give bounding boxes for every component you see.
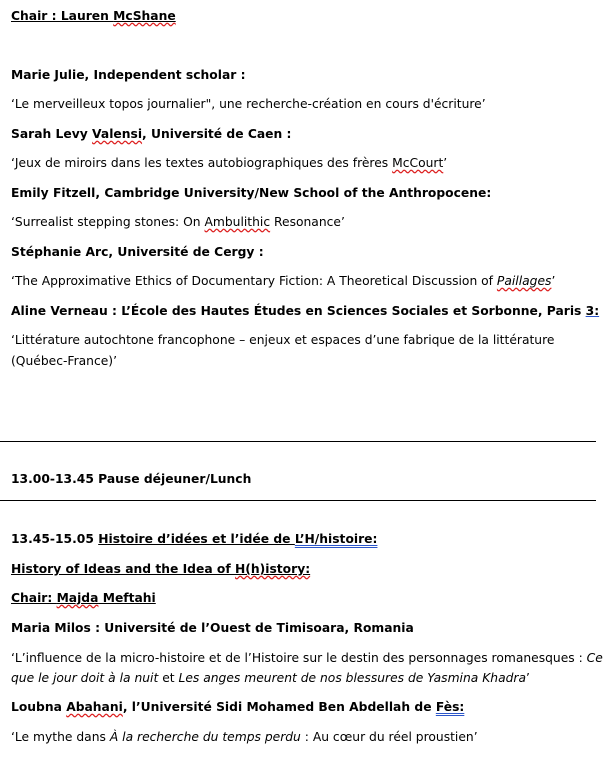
paper-title-1: ‘Le merveilleux topos journalier", une recherche-création en cours d'écriture’ [11,97,486,111]
session1-chair [11,8,176,24]
session2-subheading: History of Ideas and the Idea of H(h)istory: [11,562,311,576]
session2-chair: Chair: Majda Meftahi [11,591,156,605]
speaker-1: Marie Julie, Independent scholar : [11,68,246,82]
speaker-7: Loubna Abahani, l’Université Sidi Mohamed Ben Abdellah de Fès: [11,700,465,714]
paper-title-5-line1: ‘Littérature autochtone francophone – enjeux et espaces d’une fabrique de la littérature [11,333,555,347]
chair-label: Chair : Lauren [11,9,114,23]
speaker-5: Aline Verneau : L’École des Hautes Études en Sciences Sociales et Sorbonne, Paris 3: [11,304,600,318]
paper-title-6-line1: ‘L’influence de la micro-histoire et de l’Histoire sur le destin des personnages romanesques : Ce [11,651,603,665]
lunch-break: 13.00-13.45 Pause déjeuner/Lunch [11,472,252,486]
paper-title-5-line2: (Québec-France)’ [11,354,118,368]
divider-2 [0,500,596,501]
speaker-4: Stéphanie Arc, Université de Cergy : [11,245,264,259]
speaker-6: Maria Milos : Université de l’Ouest de Timisoara, Romania [11,621,414,635]
paper-title-6-line2: que le jour doit à la nuit et Les anges meurent de nos blessures de Yasmina Khadra’ [11,671,530,685]
session2-heading: 13.45-15.05 Histoire d’idées et l’idée de L’H/histoire: [11,532,378,546]
speaker-2: Sarah Levy Valensi, Université de Caen : [11,127,292,141]
paper-title-7: ‘Le mythe dans À la recherche du temps perdu : Au cœur du réel proustien’ [11,730,478,744]
divider-1 [0,441,596,442]
paper-title-2: ‘Jeux de miroirs dans les textes autobiographiques des frères McCourt’ [11,156,448,170]
speaker-3: Emily Fitzell, Cambridge University/New School of the Anthropocene: [11,186,492,200]
paper-title-4: ‘The Approximative Ethics of Documentary Fiction: A Theoretical Discussion of Paillages’ [11,274,556,288]
paper-title-3: ‘Surrealist stepping stones: On Ambulithic Resonance’ [11,215,345,229]
chair-name: McShane [113,9,176,23]
